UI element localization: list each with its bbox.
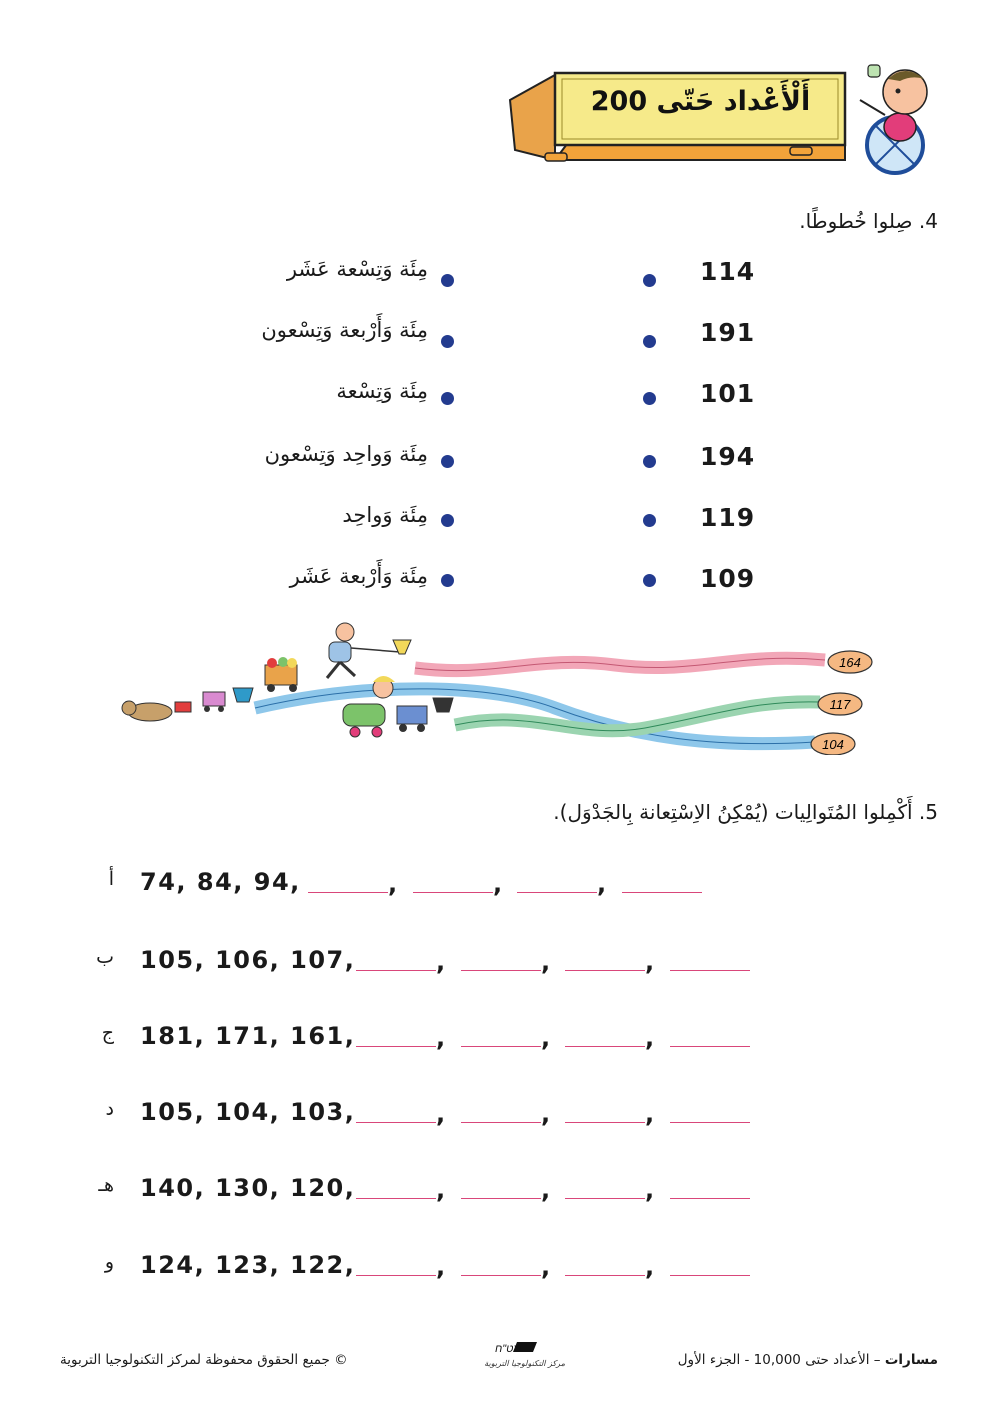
answer-blank[interactable] <box>565 1275 645 1276</box>
comma-separator: , <box>436 948 446 976</box>
page-title: أَلْأَعْداد حَتّى 200 <box>590 86 811 117</box>
comma-separator: , <box>541 1100 551 1128</box>
sequence-numbers: 124, 123, 122, <box>140 1251 356 1279</box>
comma-separator: , <box>436 1176 446 1204</box>
answer-blank[interactable] <box>565 1198 645 1199</box>
match-number: 191 <box>700 318 756 347</box>
comma-separator: , <box>436 1100 446 1128</box>
race-ribbons-illustration <box>115 620 885 755</box>
exercise-5-instruction: 5. أَكْمِلوا المُتَوالِيات (يُمْكِنُ الاِسْتِعانة بِالجَدْوَل). <box>553 800 938 824</box>
match-row <box>0 503 1000 543</box>
number-dot[interactable] <box>643 455 656 468</box>
match-row <box>0 318 1000 358</box>
sequence-numbers: 105, 104, 103, <box>140 1098 356 1126</box>
comma-separator: , <box>645 1024 655 1052</box>
comma-separator: , <box>541 948 551 976</box>
sequence-row <box>0 1251 1000 1295</box>
answer-blank[interactable] <box>670 1122 750 1123</box>
match-word: مِئَة وَأَرْبعة عَشَر <box>289 564 428 588</box>
footer-brand: مسارات <box>884 1352 938 1368</box>
comma-separator: , <box>645 1176 655 1204</box>
answer-blank[interactable] <box>517 892 597 893</box>
sequence-row <box>0 1098 1000 1142</box>
number-dot[interactable] <box>643 335 656 348</box>
sequence-label: و <box>104 1251 114 1273</box>
comma-separator: , <box>645 1253 655 1281</box>
ribbon-tag: 104 <box>822 737 844 752</box>
match-row <box>0 257 1000 297</box>
footer-book-title <box>678 1352 938 1368</box>
sequence-label: ب <box>96 946 114 968</box>
answer-blank[interactable] <box>461 1122 541 1123</box>
sequence-numbers: 105, 106, 107, <box>140 946 356 974</box>
comma-separator: , <box>645 1100 655 1128</box>
logo-subtitle: مركز التكنولوجيا التربوية <box>484 1359 565 1368</box>
word-dot[interactable] <box>441 574 454 587</box>
logo-text: מט"ח <box>495 1343 521 1355</box>
title-banner-illustration <box>500 55 940 185</box>
answer-blank[interactable] <box>461 970 541 971</box>
word-dot[interactable] <box>441 392 454 405</box>
answer-blank[interactable] <box>356 1198 436 1199</box>
answer-blank[interactable] <box>622 892 702 893</box>
sequence-row <box>0 1174 1000 1218</box>
number-dot[interactable] <box>643 274 656 287</box>
match-number: 114 <box>700 257 756 286</box>
comma-separator: , <box>388 870 398 898</box>
comma-separator: , <box>436 1024 446 1052</box>
answer-blank[interactable] <box>356 1046 436 1047</box>
answer-blank[interactable] <box>461 1046 541 1047</box>
match-word: مِئَة وَتِسْعة <box>336 379 428 403</box>
match-row <box>0 442 1000 482</box>
number-dot[interactable] <box>643 392 656 405</box>
sequence-numbers: 181, 171, 161, <box>140 1022 356 1050</box>
match-number: 101 <box>700 379 756 408</box>
answer-blank[interactable] <box>356 1122 436 1123</box>
footer-subtitle: – الأعداد حتى 10,000 - الجزء الأول <box>677 1352 881 1368</box>
number-dot[interactable] <box>643 514 656 527</box>
answer-blank[interactable] <box>670 1198 750 1199</box>
number-dot[interactable] <box>643 574 656 587</box>
comma-separator: , <box>493 870 503 898</box>
ribbon-tag: 117 <box>829 697 851 712</box>
match-row <box>0 379 1000 419</box>
match-row <box>0 564 1000 604</box>
match-word: مِئَة وَواحِد <box>342 503 428 527</box>
publisher-logo <box>455 1340 570 1372</box>
footer-copyright: © جميع الحقوق محفوظة لمركز التكنولوجيا التربوية <box>60 1352 348 1368</box>
sequence-numbers: 140, 130, 120, <box>140 1174 356 1202</box>
match-number: 109 <box>700 564 756 593</box>
word-dot[interactable] <box>441 514 454 527</box>
match-word: مِئَة وَتِسْعة عَشَر <box>286 257 428 281</box>
sequence-label: د <box>105 1098 114 1120</box>
answer-blank[interactable] <box>356 1275 436 1276</box>
sequence-row <box>0 946 1000 990</box>
word-dot[interactable] <box>441 274 454 287</box>
answer-blank[interactable] <box>461 1275 541 1276</box>
answer-blank[interactable] <box>565 970 645 971</box>
comma-separator: , <box>436 1253 446 1281</box>
answer-blank[interactable] <box>565 1046 645 1047</box>
word-dot[interactable] <box>441 455 454 468</box>
match-number: 194 <box>700 442 756 471</box>
word-dot[interactable] <box>441 335 454 348</box>
comma-separator: , <box>541 1176 551 1204</box>
sequence-row <box>0 868 1000 912</box>
comma-separator: , <box>541 1024 551 1052</box>
answer-blank[interactable] <box>356 970 436 971</box>
exercise-4-instruction: 4. صِلوا خُطوطًا. <box>799 209 938 233</box>
sequence-label: هـ <box>98 1174 114 1196</box>
answer-blank[interactable] <box>413 892 493 893</box>
comma-separator: , <box>541 1253 551 1281</box>
match-word: مِئَة وَأَرْبعة وَتِسْعون <box>261 318 428 342</box>
ribbon-tag: 164 <box>839 655 861 670</box>
answer-blank[interactable] <box>670 1046 750 1047</box>
comma-separator: , <box>597 870 607 898</box>
sequence-numbers: 74, 84, 94, <box>140 868 301 896</box>
answer-blank[interactable] <box>308 892 388 893</box>
sequence-label: ج <box>101 1022 114 1044</box>
answer-blank[interactable] <box>461 1198 541 1199</box>
answer-blank[interactable] <box>670 970 750 971</box>
sequence-row <box>0 1022 1000 1066</box>
sequence-label: أ <box>108 868 114 890</box>
answer-blank[interactable] <box>565 1122 645 1123</box>
match-number: 119 <box>700 503 756 532</box>
match-word: مِئَة وَواحِد وَتِسْعون <box>264 442 428 466</box>
comma-separator: , <box>645 948 655 976</box>
answer-blank[interactable] <box>670 1275 750 1276</box>
